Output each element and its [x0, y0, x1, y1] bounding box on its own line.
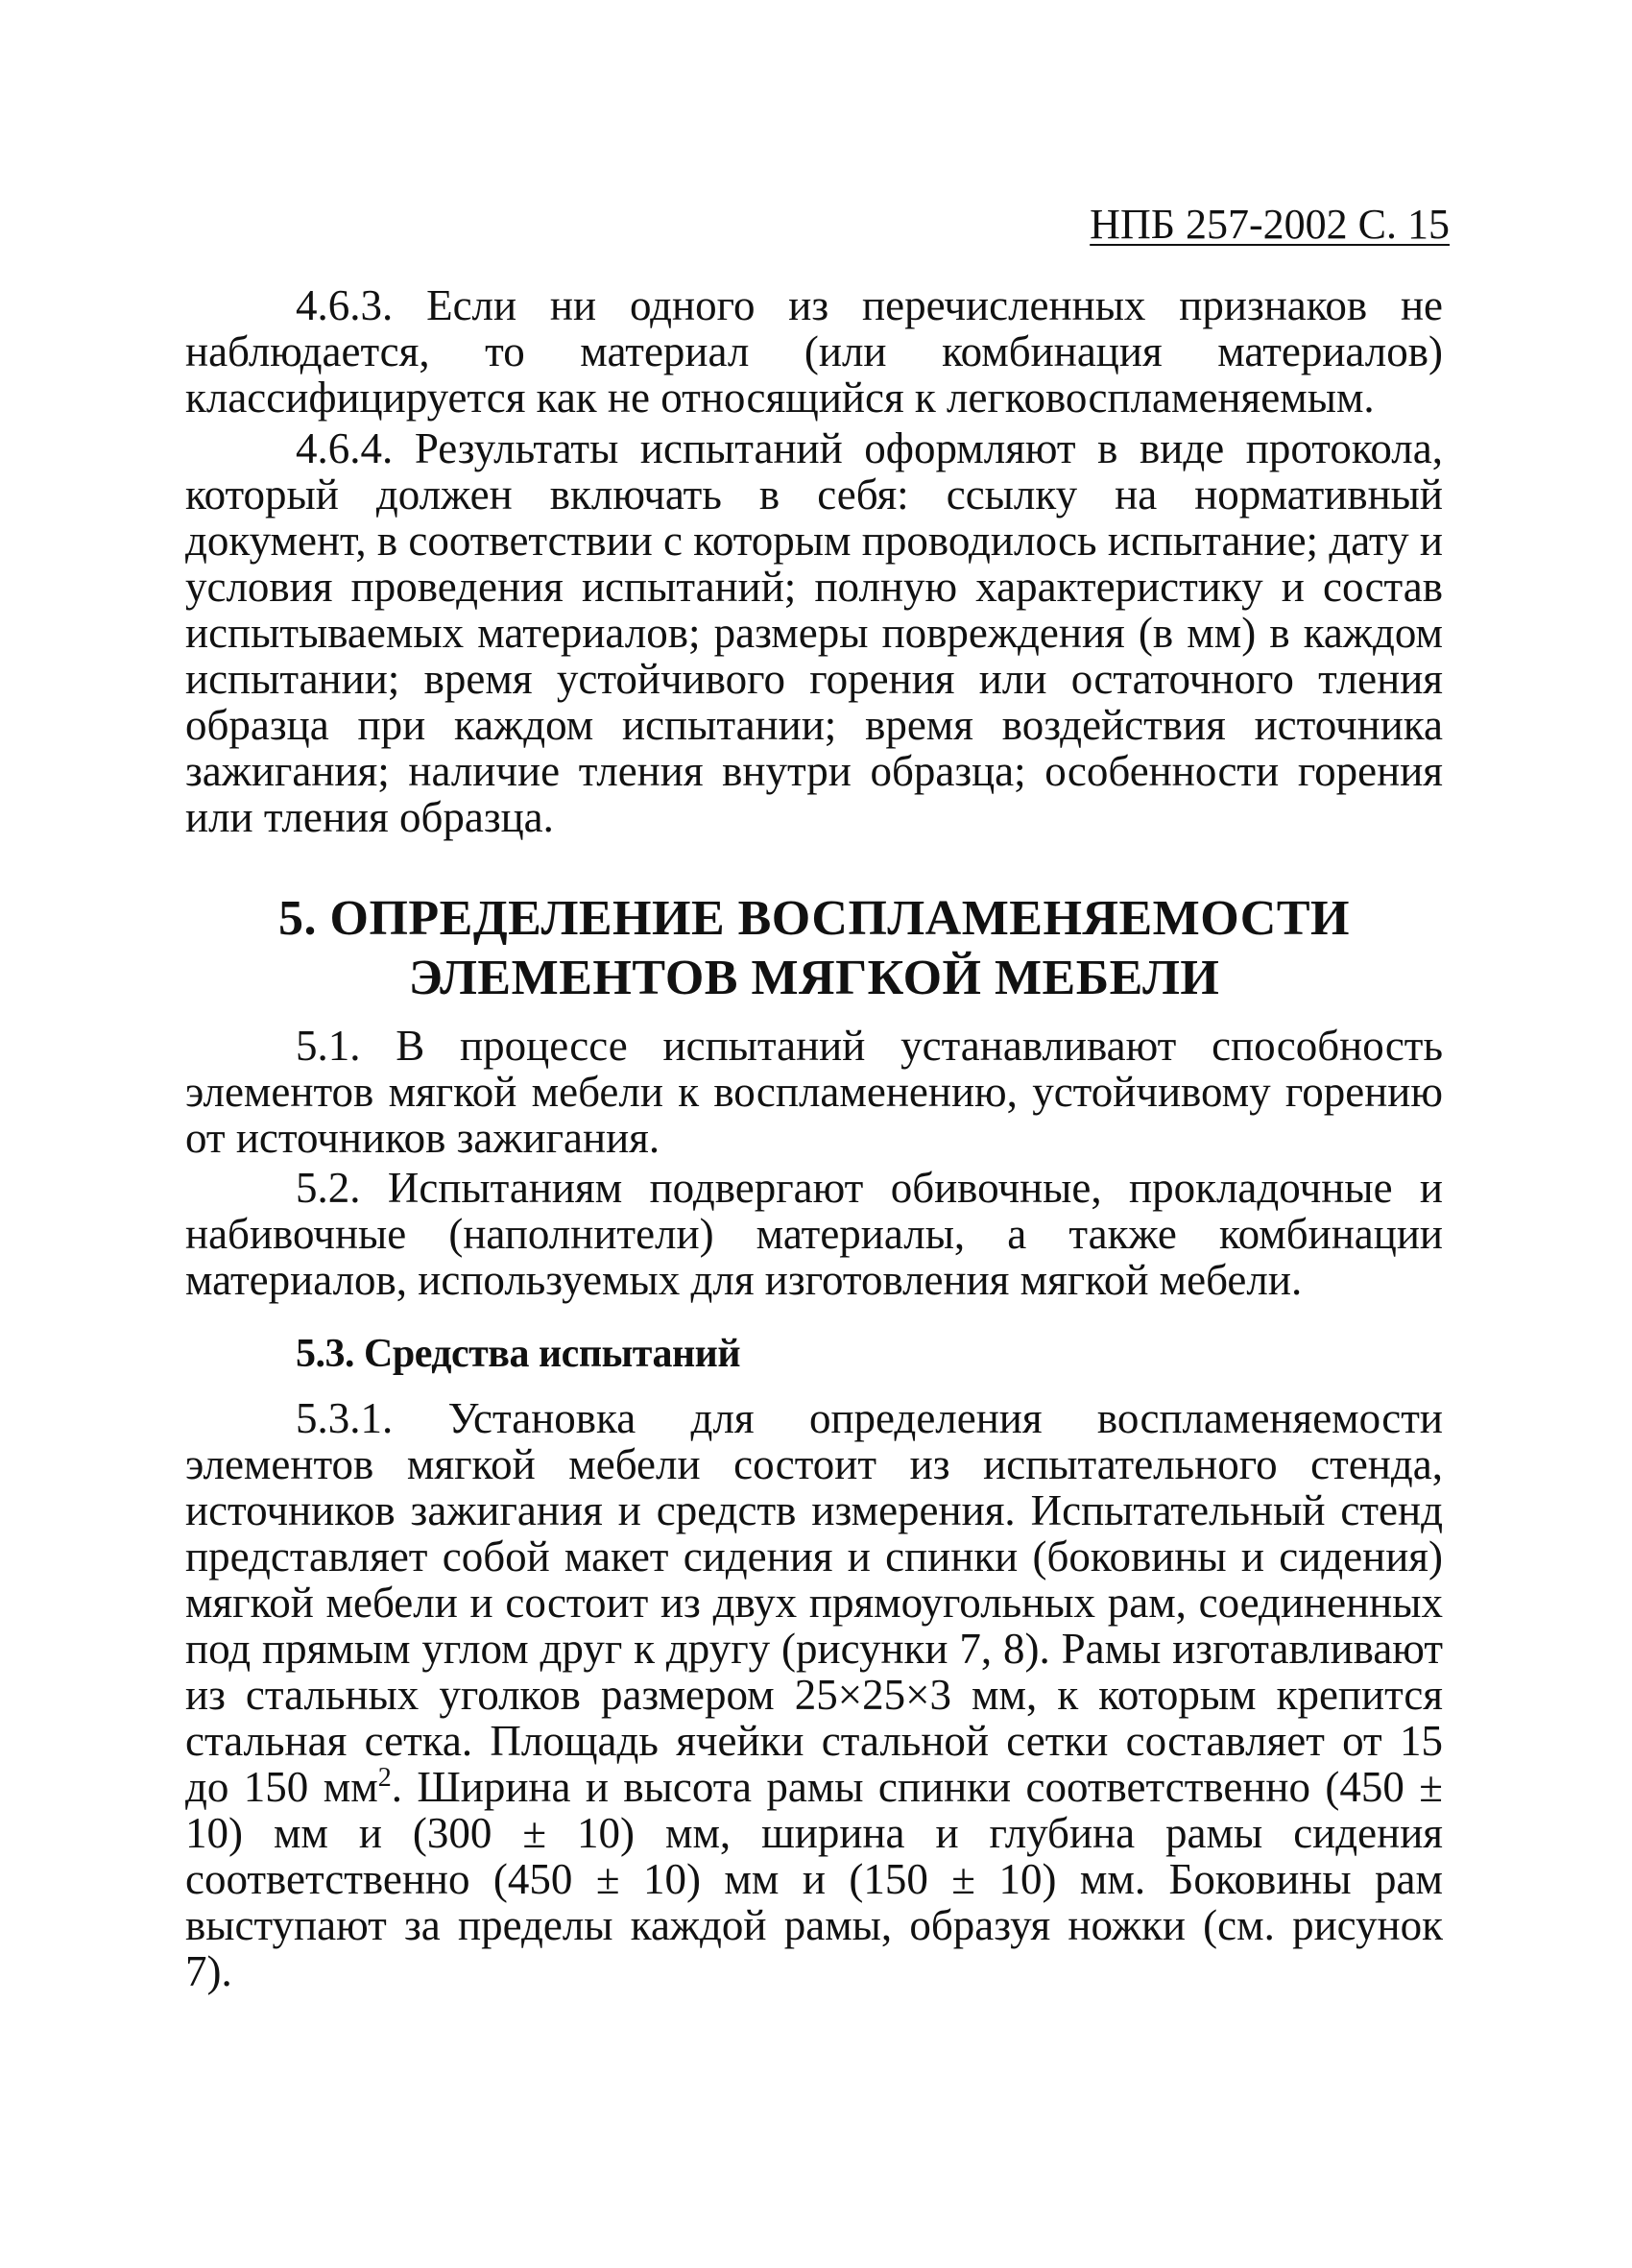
running-header: НПБ 257-2002 С. 15: [1090, 201, 1450, 248]
section-heading-line-1: 5. ОПРЕДЕЛЕНИЕ ВОСПЛАМЕНЯЕМОСТИ: [278, 891, 1350, 946]
clause-4-6-4: [185, 425, 1443, 840]
paragraph-5-2: 5.2. Испытаниям подвергают обивочные, прокладочные и набивочные (наполнители) материалы, а также комбинации материалов, используемых для изготовления мягкой мебели.: [185, 1164, 1443, 1304]
clause-5-1: [185, 1023, 1443, 1161]
superscript-squared: 2: [377, 1763, 392, 1793]
paragraph-5-3-1-part-2: . Ширина и высота рамы спинки соответственно (450 ± 10) мм и (300 ± 10) мм, ширина и глубина рамы сидения соответственно (450 ± 10) мм и (150 ± 10) мм. Боковины рам выступают за пределы каждой рамы, образуя ножки (см. рисунок 7).: [185, 1763, 1443, 1995]
section-5-heading: [185, 889, 1443, 1008]
paragraph-5-3-1: [185, 1395, 1443, 1994]
clause-4-6-3: [185, 282, 1443, 421]
paragraph-4-6-4: 4.6.4. Результаты испытаний оформляют в виде протокола, который должен включать в себя: ссылку на нормативный документ, в соответствии с которым проводилось испытание; дату и условия проведения испытаний; полную характеристику и состав испытываемых материалов; размеры повреждения (в мм) в каждом испытании; время устойчивого горения или остаточного тления образца при каждом испытании; время воздействия источника зажигания; наличие тления внутри образца; особенности горения или тления образца.: [185, 424, 1443, 841]
paragraph-5-3-1-part-1: 5.3.1. Установка для определения воспламеняемости элементов мягкой мебели состоит из испытательного стенда, источников зажигания и средств измерения. Испытательный стенд представляет собой макет сидения и спинки (боковины и сидения) мягкой мебели и состоит из двух прямоугольных рам, соединенных под прямым углом друг к другу (рисунки 7, 8). Рамы изготавливают из стальных уголков размером 25×25×3 мм, к которым крепится стальная сетка. Площадь ячейки стальной сетки составляет от 15 до 150 мм: [185, 1394, 1443, 1811]
subsection-5-3: [185, 1330, 1443, 1378]
clause-5-2: [185, 1165, 1443, 1303]
paragraph-4-6-3: 4.6.3. Если ни одного из перечисленных признаков не наблюдается, то материал (или комбинация материалов) классифицируется как не относящийся к легковоспламеняемым.: [185, 281, 1443, 422]
section-heading-line-2: ЭЛЕМЕНТОВ МЯГКОЙ МЕБЕЛИ: [408, 951, 1220, 1005]
paragraph-5-1: 5.1. В процессе испытаний устанавливают способность элементов мягкой мебели к воспламенению, устойчивому горению от источников зажигания.: [185, 1022, 1443, 1162]
clause-5-3-1: [185, 1395, 1443, 1994]
subsection-heading-5-3: 5.3. Средства испытаний: [296, 1332, 741, 1376]
